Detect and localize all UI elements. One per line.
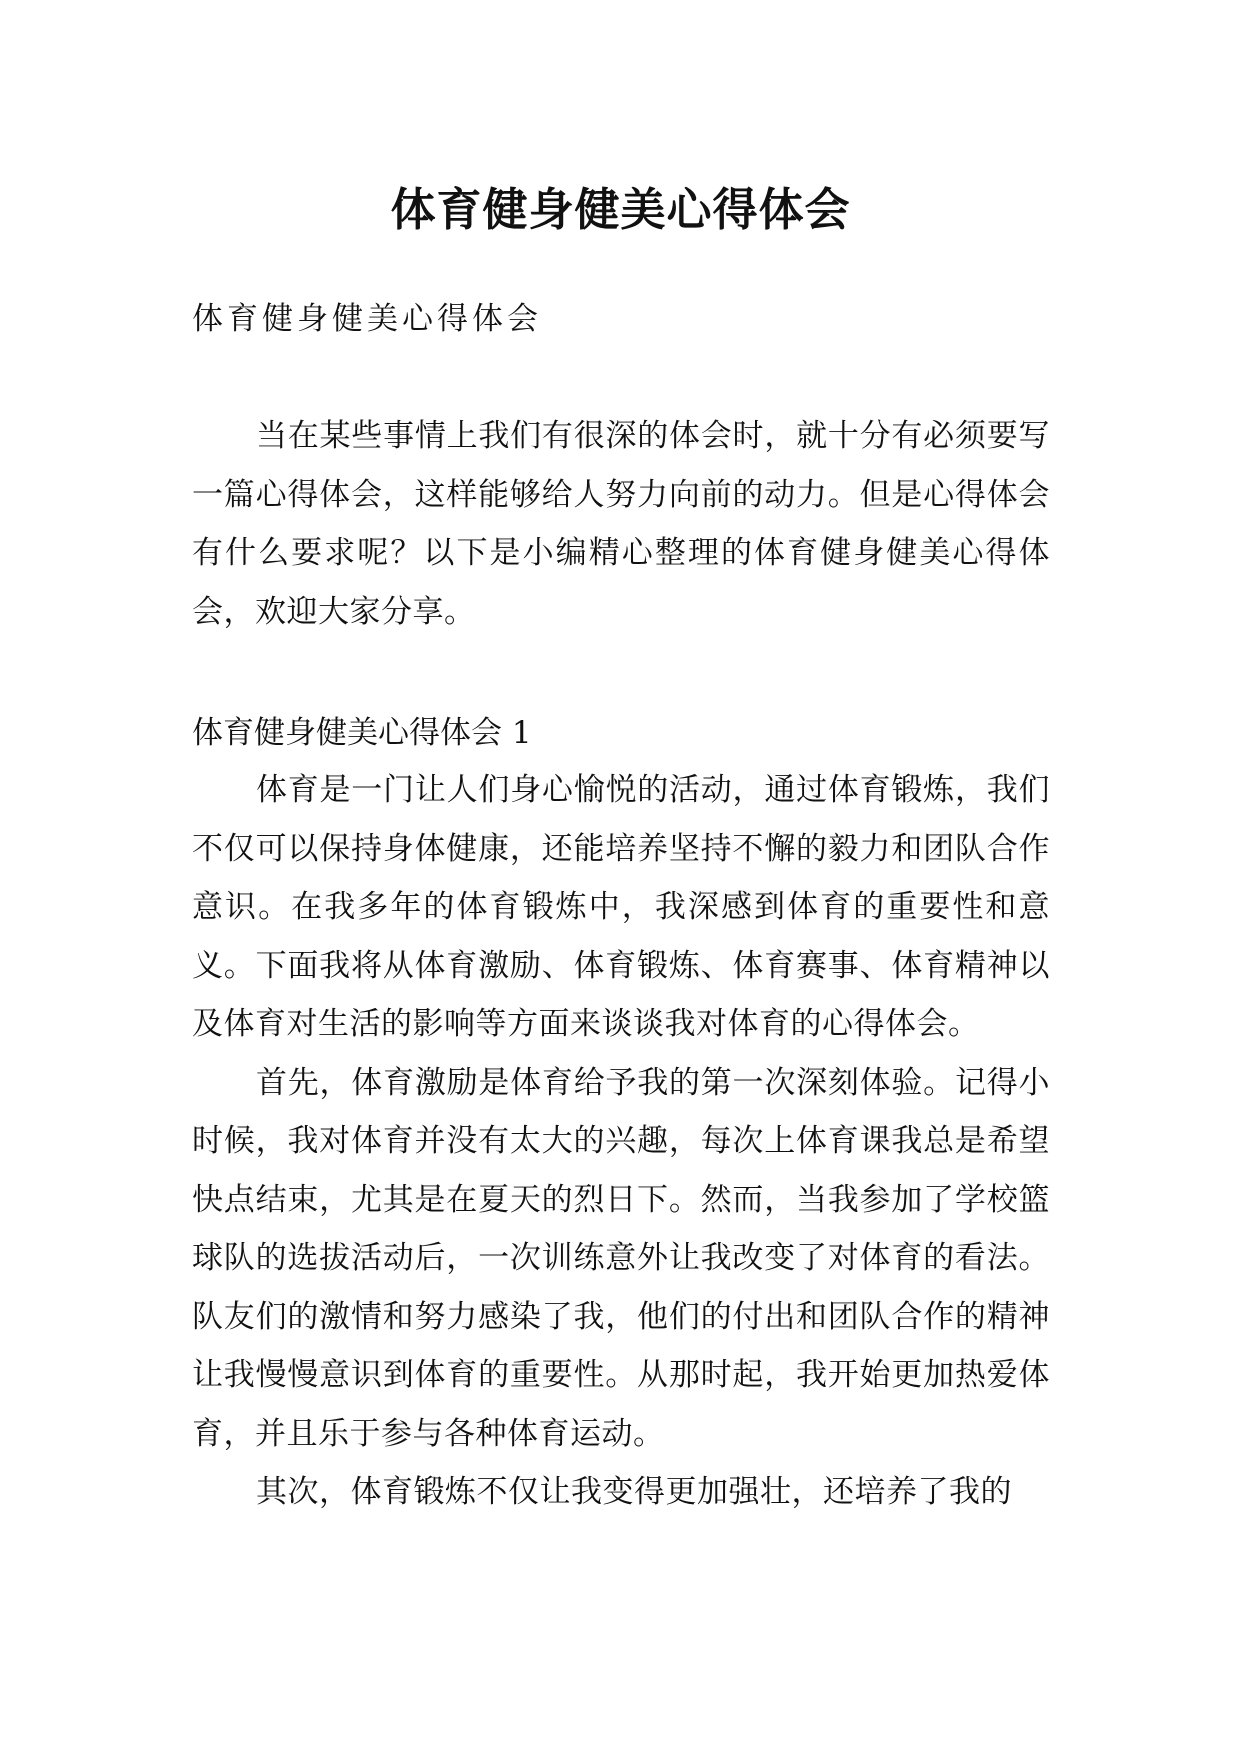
body-paragraph: 体育是一门让人们身心愉悦的活动，通过体育锻炼，我们不仅可以保持身体健康，还能培养坚持不懈的毅力和团队合作意识。在我多年的体育锻炼中，我深感到体育的重要性和意义。下面我将从体育激励、体育锻炼、体育赛事、体育精神以及体育对生活的影响等方面来谈谈我对体育的心得体会。	[192, 772, 1050, 1042]
document-title: 体育健身健美心得体会	[390, 183, 851, 237]
spacer	[192, 347, 1050, 407]
section-heading: 体育健身健美心得体会 1	[192, 715, 532, 751]
spacer	[192, 641, 1050, 705]
body-paragraph: 首先，体育激励是体育给予我的第一次深刻体验。记得小时候，我对体育并没有太大的兴趣，每次上体育课我总是希望快点结束，尤其是在夏天的烈日下。然而，当我参加了学校篮球队的选拔活动后，一次训练意外让我改变了对体育的看法。队友们的激情和努力感染了我，他们的付出和团队合作的精神让我慢慢意识到体育的重要性。从那时起，我开始更加热爱体育，并且乐于参与各种体育运动。	[192, 1064, 1050, 1452]
document-subtitle: 体育健身健美心得体会	[192, 301, 542, 337]
intro-paragraph: 当在某些事情上我们有很深的体会时，就十分有必须要写一篇心得体会，这样能够给人努力向前的动力。但是心得体会有什么要求呢？以下是小编精心整理的体育健身健美心得体会，欢迎大家分享。	[192, 418, 1050, 630]
body-paragraph: 其次，体育锻炼不仅让我变得更加强壮，还培养了我的	[256, 1474, 1012, 1510]
document-body	[192, 291, 1050, 1522]
